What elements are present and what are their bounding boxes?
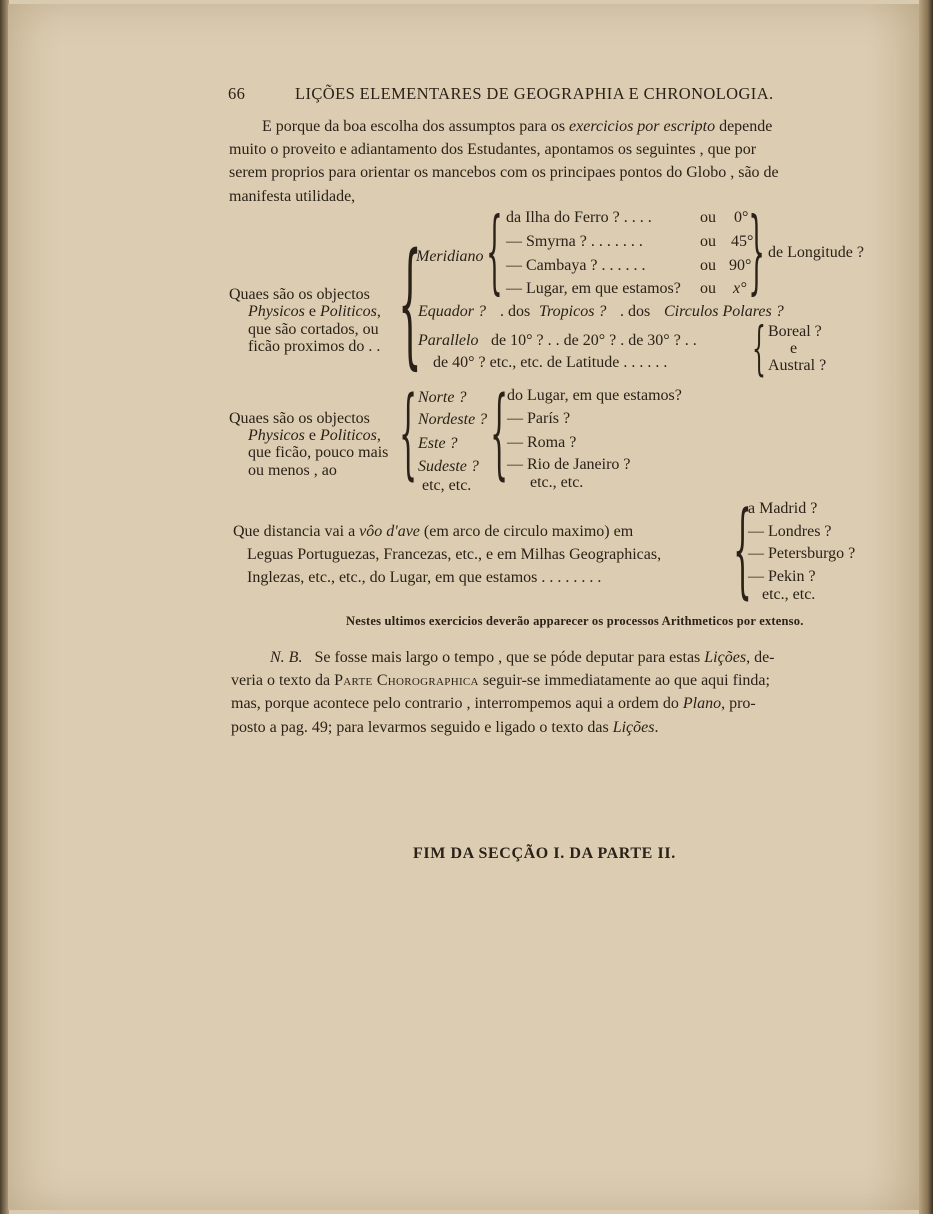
arithmetic-note: Nestes ultimos exercicios deverão apparecer os processos Arithmeticos por extenso. (346, 614, 804, 628)
page-number: 66 (228, 84, 246, 103)
t1-dos-2: . dos (620, 303, 651, 320)
t2-dir-3: Este ? (418, 435, 458, 452)
t1-tropicos: Tropicos ? (539, 303, 607, 320)
t2-place-2: — París ? (507, 410, 571, 427)
intro-line-4: manifesta utilidade, (229, 188, 356, 205)
t3-city-4: — Pekin ? (748, 568, 816, 585)
t3-city-1: a Madrid ? (748, 500, 818, 517)
t1-left-3: que são cortados, ou (248, 321, 379, 338)
t2-dir-2: Nordeste ? (418, 411, 488, 428)
t2-left-3: que ficão, pouco mais (248, 444, 389, 461)
t1-dos-1: . dos (500, 303, 531, 320)
t1-row-1-ou: ou (700, 209, 716, 226)
intro-line-1: E porque da boa escolha dos assumptos para os exercicios por escripto depende (262, 118, 773, 135)
t1-circulos: Circulos Polares ? (664, 303, 784, 320)
t1-row-2-val: 45° (731, 233, 754, 250)
nb-line-3: mas, porque acontece pelo contrario , interrompemos aqui a ordem do Plano, pro- (231, 695, 756, 712)
t1-left-2: Physicos e Politicos, (248, 303, 381, 320)
t1-latitude-brace: { (752, 315, 766, 383)
section-end-title: FIM DA SECÇÃO I. DA PARTE II. (413, 845, 676, 862)
t2-dir-5: etc, etc. (422, 477, 472, 494)
t1-outer-brace: { (398, 226, 422, 384)
t2-left-2: Physicos e Politicos, (248, 427, 381, 444)
t3-city-2: — Londres ? (748, 523, 832, 540)
running-title: LIÇÕES ELEMENTARES DE GEOGRAPHIA E CHRONOLOGIA. (295, 84, 774, 103)
t2-left-4: ou menos , ao (248, 462, 337, 479)
nb-line-2: veria o texto da Parte Chorographica seguir-se immediatamente ao que aqui finda; (231, 672, 770, 689)
t2-place-5: etc., etc. (530, 474, 584, 491)
t2-dir-4: Sudeste ? (418, 458, 479, 475)
t1-austral: Austral ? (768, 357, 827, 374)
t1-left-1: Quaes são os objectos (229, 286, 370, 303)
t1-row-2-text: — Smyrna ? . . . . . . . (506, 233, 643, 250)
t1-meridiano: Meridiano (416, 248, 484, 265)
t1-row-4-text: — Lugar, em que estamos? (506, 280, 681, 297)
t1-longitude: de Longitude ? (768, 244, 864, 261)
t3-city-5: etc., etc. (762, 586, 816, 603)
t2-dir-1: Norte ? (418, 389, 467, 406)
t1-latitude: de 40° ? etc., etc. de Latitude . . . . . . (433, 354, 668, 371)
t3-line-3: Inglezas, etc., etc., do Lugar, em que estamos . . . . . . . . (247, 569, 602, 586)
t1-row-3-text: — Cambaya ? . . . . . . (506, 257, 646, 274)
t3-city-3: — Petersburgo ? (748, 545, 856, 562)
t1-longitude-brace: { (748, 198, 765, 305)
intro-line-2: muito o proveito e adiantamento dos Estudantes, apontamos os seguintes , que por (229, 141, 757, 158)
t1-meridiano-brace: { (486, 198, 503, 305)
page-edge-right (919, 0, 933, 1214)
t3-brace: { (733, 489, 752, 610)
t1-left-4: ficão proximos do . . (248, 338, 381, 355)
t2-left-1: Quaes são os objectos (229, 410, 370, 427)
t2-outer-brace: { (399, 377, 418, 492)
t1-e: e (790, 340, 798, 357)
t1-row-1-val: 0° (734, 209, 749, 226)
t2-place-1: do Lugar, em que estamos? (507, 387, 682, 404)
book-page (8, 4, 920, 1210)
t1-equador: Equador ? (418, 303, 486, 320)
t2-inner-brace: { (490, 377, 509, 492)
t1-row-3-ou: ou (700, 257, 716, 274)
t1-parallelo: Parallelo (418, 332, 479, 349)
t1-row-4-val: x° (733, 280, 747, 297)
t2-place-3: — Roma ? (507, 434, 577, 451)
t1-parallelo-rest: de 10° ? . . de 20° ? . de 30° ? . . (491, 332, 697, 349)
t1-row-2-ou: ou (700, 233, 716, 250)
t1-row-4-ou: ou (700, 280, 716, 297)
t1-row-1-text: da Ilha do Ferro ? . . . . (506, 209, 652, 226)
nb-line-4: posto a pag. 49; para levarmos seguido e ligado o texto das Lições. (231, 719, 659, 736)
t1-row-3-val: 90° (729, 257, 752, 274)
intro-line-3: serem proprios para orientar os mancebos com os principaes pontos do Globo , são de (229, 164, 779, 181)
t3-line-1: Que distancia vai a vôo d'ave (em arco de circulo maximo) em (233, 523, 634, 540)
t2-place-4: — Rio de Janeiro ? (507, 456, 631, 473)
t3-line-2: Leguas Portuguezas, Francezas, etc., e em Milhas Geographicas, (247, 546, 662, 563)
nb-line-1: N. B. Se fosse mais largo o tempo , que se póde deputar para estas Lições, de- (270, 649, 775, 666)
t1-boreal: Boreal ? (768, 323, 822, 340)
